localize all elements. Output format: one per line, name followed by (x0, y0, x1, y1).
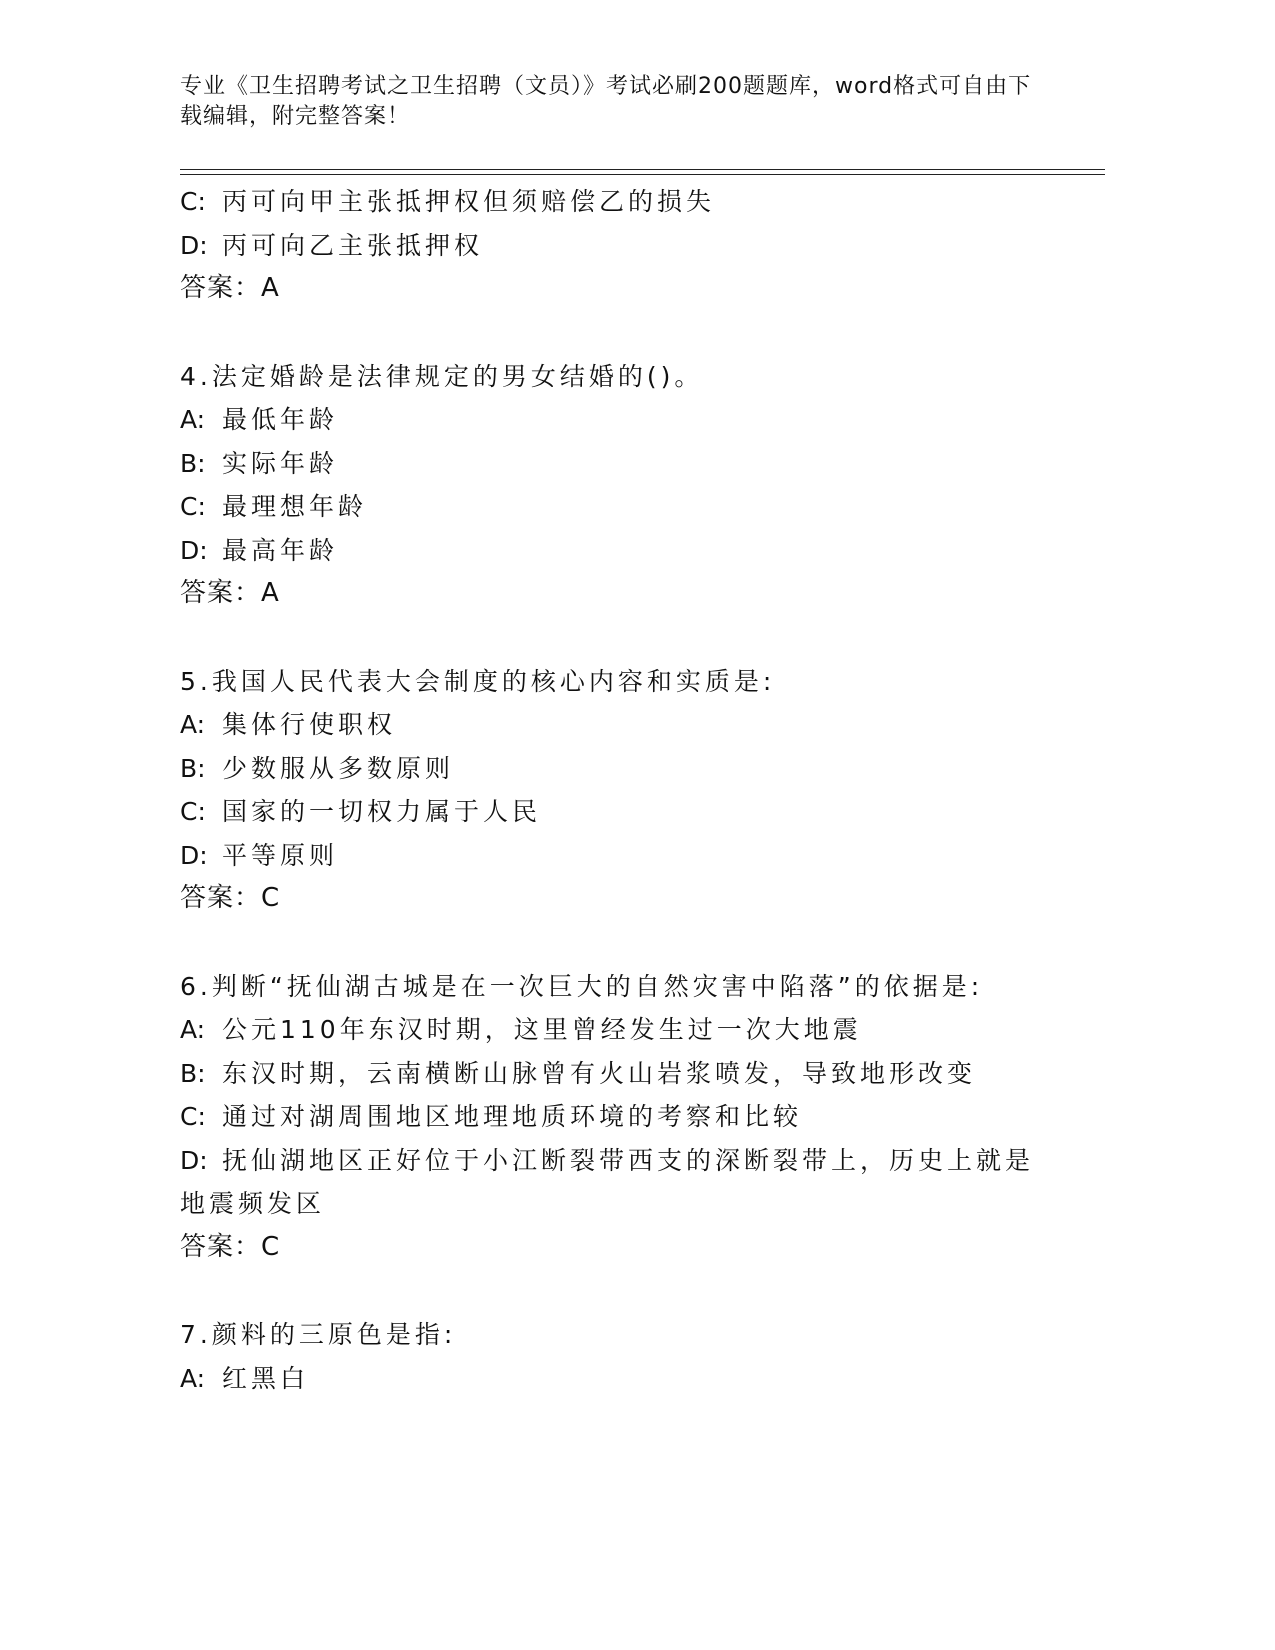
option-label: B: (180, 1058, 206, 1088)
option-text: 抚仙湖地区正好位于小江断裂带西支的深断裂带上，历史上就是地震频发区 (180, 1145, 1035, 1218)
question-text: 7.颜料的三原色是指: (180, 1320, 457, 1349)
option-label: A: (180, 1363, 206, 1393)
option-text: 最理想年龄 (222, 492, 368, 521)
header-divider-top (180, 169, 1105, 170)
option-c (180, 790, 1105, 834)
question-4 (180, 355, 1105, 616)
option-text: 通过对湖周围地区地理地质环境的考察和比较 (222, 1102, 803, 1131)
option-c (180, 485, 1105, 529)
option-label: C: (180, 797, 206, 826)
question-text: 6.判断“抚仙湖古城是在一次巨大的自然灾害中陷落”的依据是: (180, 971, 984, 1001)
option-label: C: (180, 1102, 206, 1131)
answer: 答案：A (180, 578, 280, 608)
option-c (180, 180, 1105, 224)
option-label: A: (180, 1015, 206, 1044)
option-b (180, 442, 1105, 486)
option-text: 红黑白 (222, 1363, 310, 1393)
option-d (180, 529, 1105, 573)
option-text: 东汉时期，云南横断山脉曾有火山岩浆喷发，导致地形改变 (222, 1058, 977, 1088)
option-text: 公元110年东汉时期，这里曾经发生过一次大地震 (222, 1015, 862, 1044)
option-a (180, 1008, 1105, 1052)
question-list (180, 180, 1105, 1400)
option-c (180, 1095, 1105, 1139)
question-text: 4.法定婚龄是法律规定的男女结婚的()。 (180, 361, 704, 391)
question-text: 5.我国人民代表大会制度的核心内容和实质是: (180, 666, 776, 696)
option-text: 平等原则 (222, 840, 339, 870)
option-text: 集体行使职权 (222, 710, 397, 739)
option-text: 实际年龄 (222, 448, 339, 478)
option-a (180, 703, 1105, 747)
option-label: D: (180, 840, 208, 870)
option-text: 丙可向乙主张抵押权 (222, 230, 484, 260)
option-label: A: (180, 405, 206, 434)
option-text: 最低年龄 (222, 405, 339, 434)
answer: 答案：C (180, 1231, 281, 1262)
document-header: 专业《卫生招聘考试之卫生招聘（文员）》考试必刷200题题库，word格式可自由下载编辑，附完整答案！ (180, 74, 1032, 129)
option-label: C: (180, 492, 206, 521)
answer: 答案：A (180, 273, 280, 303)
option-d (180, 224, 1105, 268)
option-a (180, 398, 1105, 442)
option-label: B: (180, 448, 206, 478)
option-d (180, 1139, 1040, 1226)
question-7 (180, 1313, 1105, 1400)
option-label: C: (180, 187, 206, 216)
answer: 答案：C (180, 883, 281, 913)
option-label: D: (180, 230, 208, 260)
option-label: B: (180, 753, 206, 783)
option-text: 少数服从多数原则 (222, 753, 455, 783)
option-label: A: (180, 710, 206, 739)
option-b (180, 1052, 1105, 1096)
option-text: 国家的一切权力属于人民 (222, 797, 542, 826)
option-label: D: (180, 535, 208, 565)
question-3-tail (180, 180, 1105, 311)
option-label: D: (180, 1145, 208, 1175)
question-6 (180, 965, 1105, 1270)
option-a (180, 1357, 1105, 1401)
question-5 (180, 660, 1105, 921)
option-text: 最高年龄 (222, 535, 339, 565)
option-b (180, 747, 1105, 791)
option-d (180, 834, 1105, 878)
option-text: 丙可向甲主张抵押权但须赔偿乙的损失 (222, 187, 716, 216)
header-divider-bottom (180, 174, 1105, 175)
